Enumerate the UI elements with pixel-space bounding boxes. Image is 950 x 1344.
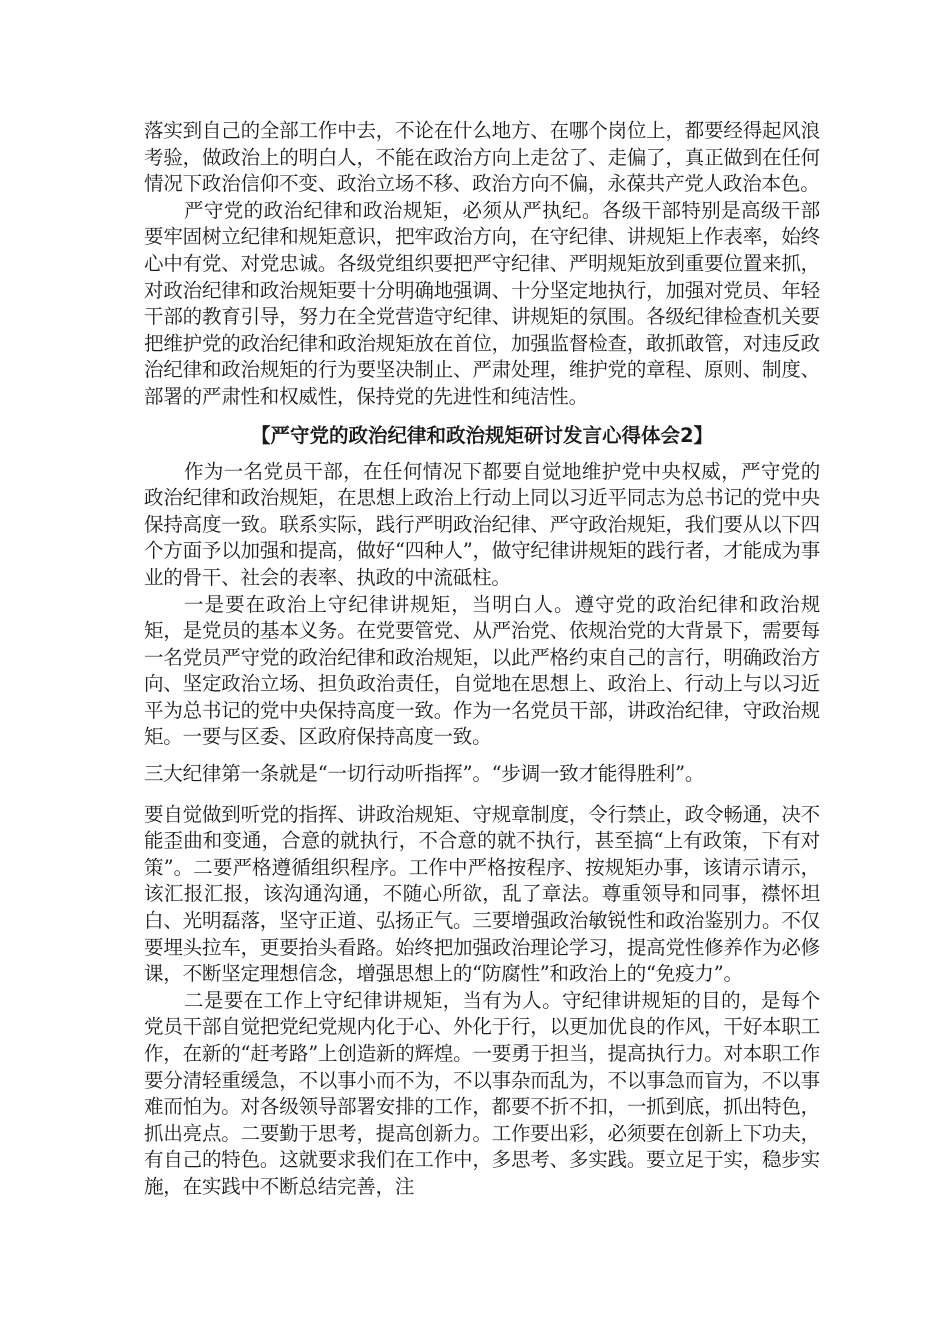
paragraph-strict-discipline: 严守党的政治纪律和政治规矩，必须从严执纪。各级干部特别是高级干部要牢固树立纪律和规矩意识，把牢政治方向，在守纪律、讲规矩上作表率，始终心中有党、对党忠诚。各级党组织要把严守纪律、严明规矩放到重要位置来抓，对政治纪律和政治规矩要十分明确地强调、十分坚定地执行，加强对党员、年轻干部的教育引导，努力在全党营造守纪律、讲规矩的氛围。各级纪律检查机关要把维护党的政治纪律和政治规矩放在首位，加强监督检查，敢抓敢管，对违反政治纪律和政治规矩的行为要坚决制止、严肃处理，维护党的章程、原则、制度、部署的严肃性和权威性，保持党的先进性和纯洁性。: [144, 198, 820, 408]
paragraph-point-one: 一是要在政治上守纪律讲规矩，当明白人。遵守党的政治纪律和政治规矩，是党员的基本义务。在党要管党、从严治党、依规治党的大背景下，需要每一名党员严守党的政治纪律和政治规矩，以此严格约束自己的言行，明确政治方向、坚定政治立场、担负政治责任，自觉地在思想上、政治上、行动上与以习近平为总书记的党中央保持高度一致。作为一名党员干部，讲政治纪律，守政治规矩。一要与区委、区政府保持高度一致。: [144, 592, 820, 749]
paragraph-point-two: 二是要在工作上守纪律讲规矩，当有为人。守纪律讲规矩的目的，是每个党员干部自觉把党纪党规内化于心、外化于行，以更加优良的作风，干好本职工作，在新的“赶考路”上创造新的辉煌。一要勇于担当，提高执行力。对本职工作要分清轻重缓急，不以事小而不为，不以事杂而乱为，不以事急而盲为，不以事难而怕为。对各级领导部署安排的工作，都要不折不扣，一抓到底，抓出特色，抓出亮点。二要勤于思考，提高创新力。工作要出彩，必须要在创新上下功夫，有自己的特色。这就要求我们在工作中，多思考、多实践。要立足于实，稳步实施，在实践中不断总结完善，注: [144, 988, 820, 1198]
paragraph-continuation: 落实到自己的全部工作中去，不论在什么地方、在哪个岗位上，都要经得起风浪考验，做政治上的明白人，不能在政治方向上走岔了、走偏了，真正做到在任何情况下政治信仰不变、政治立场不移、政治方向不偏，永葆共产党人政治本色。: [144, 119, 820, 196]
section-heading: 【严守党的政治纪律和政治规矩研讨发言心得体会2】: [250, 423, 714, 447]
document-body: [144, 118, 820, 1201]
paragraph-intro: 作为一名党员干部，在任何情况下都要自觉地维护党中央权威，严守党的政治纪律和政治规矩，在思想上政治上行动上同以习近平同志为总书记的党中央保持高度一致。联系实际，践行严明政治纪律、严守政治规矩，我们要从以下四个方面予以加强和提高，做好“四种人”，做守纪律讲规矩的践行者，才能成为事业的骨干、社会的表率、执政的中流砥柱。: [144, 459, 820, 589]
paragraph-three-disciplines: 三大纪律第一条就是“一切行动听指挥”。“步调一致才能得胜利”。: [144, 762, 705, 786]
paragraph-obey-command: 要自觉做到听党的指挥、讲政治规矩、守规章制度，令行禁止，政令畅通，决不能歪曲和变通，合意的就执行，不合意的就不执行，甚至搞“上有政策，下有对策”。二要严格遵循组织程序。工作中严格按程序、按规矩办事，该请示请示，该汇报汇报，该沟通沟通，不随心所欲，乱了章法。尊重领导和同事，襟怀坦白、光明磊落，坚守正道、弘扬正气。三要增强政治敏锐性和政治鉴别力。不仅要埋头拉车，更要抬头看路。始终把加强政治理论学习，提高党性修养作为必修课，不断坚定理想信念，增强思想上的“防腐性”和政治上的“免疫力”。: [144, 802, 820, 986]
